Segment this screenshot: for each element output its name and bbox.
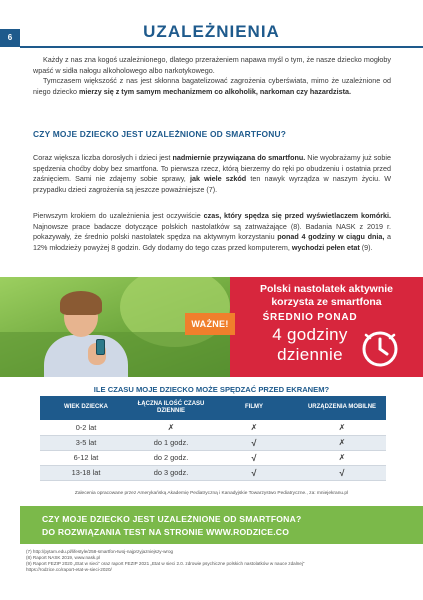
table-header-row <box>40 396 386 420</box>
section-p2-bold-b: ponad 4 godziny w ciągu dnia, <box>277 232 385 242</box>
statistic-panel <box>230 277 423 377</box>
header-mobile: URZĄDZENIA MOBILNE <box>298 396 386 420</box>
child-hair <box>60 291 102 315</box>
intro-p2-bold: mierzy się z tym samym mechanizmem co alkoholik, narkoman czy hazardzista. <box>78 86 351 96</box>
section-p2-bold-c: wychodzi pełen etat <box>291 242 360 252</box>
section-p1-text-a: Coraz większa liczba dorosłych i dzieci jest <box>33 153 173 162</box>
banner-line-2: korzysta ze smartfona <box>271 296 382 308</box>
intro-paragraph-2 <box>33 76 391 97</box>
section-p2-bold-a: czas, który spędza się przed wyświetlaczem komórki. <box>203 211 391 220</box>
films-cell: √ <box>210 435 298 450</box>
footnote-8: (8) Raport NASK 2019, www.nask.pl <box>26 555 101 560</box>
table-row <box>40 420 386 435</box>
section-p1-text-b: Nie wyobrażamy już sobie spędzenia choćby doby bez smartfona. To pierwsza rzecz, którą bierzemy do ręki po obudzeniu i ostatnia przed zaśnięciem. Sami nie zdajemy sobie sprawy, <box>33 153 391 184</box>
cta-website-link[interactable]: WWW.RODZICE.CO <box>206 527 290 537</box>
screen-time-table <box>40 396 386 481</box>
age-cell: 6-12 lat <box>40 450 132 465</box>
banner-line-5: dziennie <box>277 345 343 364</box>
header-age: WIEK DZIECKA <box>40 396 132 420</box>
time-cell: do 1 godz. <box>132 435 210 450</box>
banner-line-1: Polski nastolatek aktywnie <box>259 283 394 295</box>
footnote-9: (9) Raport FEZIP 2020 „Etat w sieci” oraz raport FEZIP 2021 „Etat w sieci 2.0. zdrowie psychiczne polskich nastolatków w nauce zdalnej” <box>26 561 305 566</box>
cta-line-1: CZY MOJE DZIECKO JEST UZALEŻNIONE OD SMARTFONA? <box>42 514 302 524</box>
title-underline <box>20 46 423 48</box>
mobile-cell: ✗ <box>298 450 386 465</box>
section-p2-text-a: Pierwszym krokiem do uzależnienia jest oczywiście <box>33 211 204 220</box>
section-p2-text-b: Najnowsze prace badacze dotyczące polskich nastolatków są zatrważające (8). Badania NASK z 2019 r. pokazywały, że średnio polski nastolatek spędza na aktywnym korzystaniu <box>33 221 391 242</box>
section-p1-bold-b: jak wiele szkód <box>189 174 247 184</box>
mobile-cell: ✗ <box>298 435 386 450</box>
footnote-7[interactable]: (7) http://pytam.edu.pl/lifestyle/258-smartfon-twoj-najprzyjazniejszy-wrog <box>26 549 174 554</box>
section-paragraph-1 <box>33 153 391 195</box>
page-title: UZALEŻNIENIA <box>143 22 280 41</box>
table-row <box>40 435 386 450</box>
child-shirt <box>44 335 128 377</box>
header-films: FILMY <box>210 396 298 420</box>
age-cell: 13-18 lat <box>40 465 132 480</box>
films-cell: √ <box>210 465 298 480</box>
footnotes <box>26 549 406 573</box>
banner-line-3: ŚREDNIO PONAD <box>262 312 358 323</box>
time-cell: do 2 godz. <box>132 450 210 465</box>
section-p2-text-d: (9). <box>359 242 373 252</box>
table-row <box>40 450 386 465</box>
important-banner <box>0 277 423 377</box>
important-badge: WAŻNE! <box>185 313 235 335</box>
table-row <box>40 465 386 480</box>
films-cell: √ <box>210 450 298 465</box>
intro-p2-text: Tymczasem większość z nas jest skłonna bagatelizować zagrożenia cyberświata, mimo że uzależnione od niego dziecko <box>33 76 391 96</box>
table-source-note: Zalecenia opracowane przez Amerykańską Akademię Pediatryczną i Kanadyjskie Towarzystwo Pediatryczne., za: mniejekranu.pl <box>74 491 349 496</box>
test-cta-banner <box>20 506 423 544</box>
films-cell: ✗ <box>210 420 298 435</box>
cta-line-2 <box>42 527 289 537</box>
mobile-cell: ✗ <box>298 420 386 435</box>
time-cell: do 3 godz. <box>132 465 210 480</box>
smartphone <box>96 339 105 355</box>
age-cell: 0-2 lat <box>40 420 132 435</box>
intro-text <box>33 55 391 97</box>
section-p2 <box>33 211 391 253</box>
section-p2-text-c: a 12% młodzieży powyżej 8 godzin. Gdy dodamy do tego czas przed komputerem, <box>33 232 391 252</box>
section-heading: CZY MOJE DZIECKO JEST UZALEŻNIONE OD SMARTFONU? <box>33 129 287 139</box>
section-paragraph-2 <box>33 211 391 253</box>
table-title: ILE CZASU MOJE DZIECKO MOŻE SPĘDZAĆ PRZED EKRANEM? <box>93 385 330 394</box>
time-cell: ✗ <box>132 420 210 435</box>
cta-line-2-text: DO ROZWIĄZANIA TEST NA STRONIE <box>42 527 207 537</box>
section-p1 <box>33 153 391 195</box>
banner-line-4: 4 godziny <box>272 325 348 344</box>
footnote-9-url[interactable]: https://rodzice.co/raport-etat-w-sieci-2020/ <box>26 567 112 572</box>
mobile-cell: √ <box>298 465 386 480</box>
age-cell: 3-5 lat <box>40 435 132 450</box>
section-p1-bold-a: nadmiernie przywiązana do smartfonu. <box>172 153 306 162</box>
section-p1-text-c: ten nawyk wyrządza w naszym życiu. W przypadku dzieci zagrożenia są jeszcze poważniejsze (7). <box>33 174 392 194</box>
page-number: 6 <box>0 29 20 47</box>
intro-paragraph-1: Każdy z nas zna kogoś uzależnionego, dlatego przerażeniem napawa myśl o tym, że nasze dziecko mogłoby wpaść w sidła nałogu alkoholowego albo narkotykowego. <box>33 55 391 75</box>
header-total-time: ŁĄCZNA ILOŚĆ CZASU DZIENNIE <box>132 396 210 420</box>
clock-icon <box>360 329 400 369</box>
